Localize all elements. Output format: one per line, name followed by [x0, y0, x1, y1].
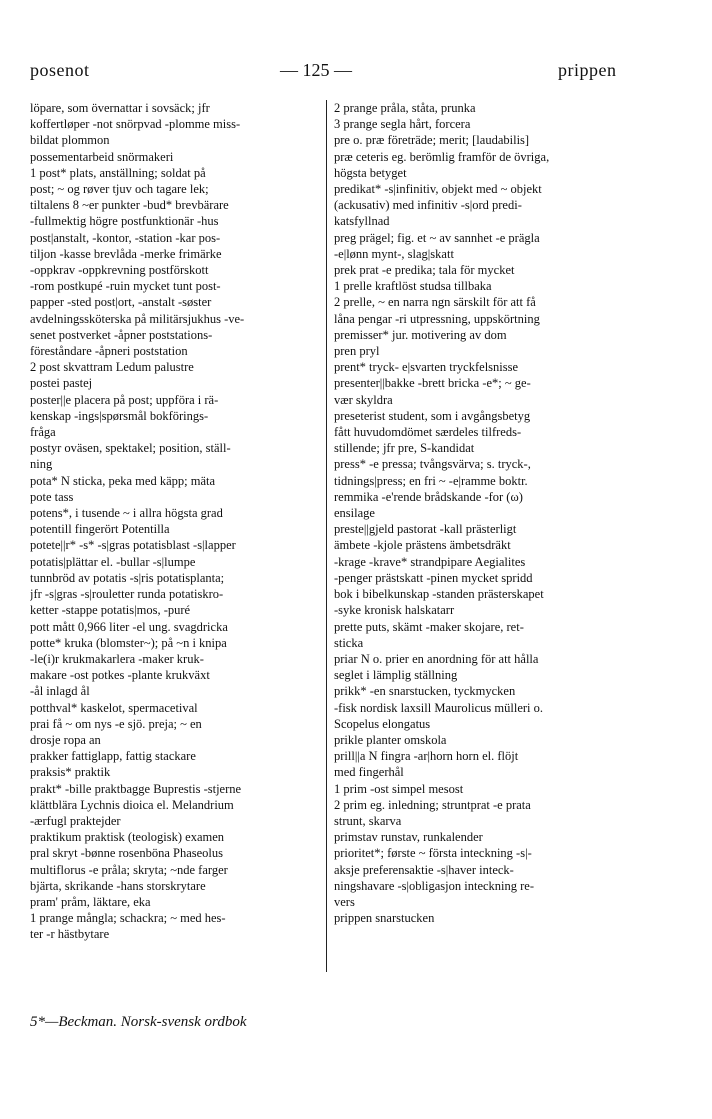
- dictionary-line: -le(i)r krukmakarlera -maker kruk-: [30, 651, 204, 666]
- dictionary-line: Scopelus elongatus: [334, 716, 431, 731]
- dictionary-line: pre o. præ företräde; merit; [laudabilis]: [334, 133, 530, 148]
- dictionary-line: prek prat -e predika; tala för mycket: [334, 263, 515, 278]
- dictionary-line: preste||gjeld pastorat -kall prästerligt: [334, 522, 517, 537]
- dictionary-line: tiltalens 8 ~er punkter -bud* brevbärare: [30, 198, 229, 213]
- dictionary-line: ensilage: [334, 506, 375, 521]
- dictionary-line: presenter||bakke -brett bricka -e*; ~ ge-: [334, 376, 531, 391]
- dictionary-line: kenskap -ings|spørsmål bokförings-: [30, 408, 209, 423]
- dictionary-line: 1 post* plats, anställning; soldat på: [30, 165, 206, 180]
- left-column: [30, 100, 318, 943]
- dictionary-line: sticka: [334, 635, 364, 650]
- dictionary-line: premisser* jur. motivering av dom: [334, 327, 507, 342]
- dictionary-line: -krage -krave* strandpipare Aegialites: [334, 554, 526, 569]
- dictionary-line: prill||a N fingra -ar|horn horn el. flöjt: [334, 749, 519, 764]
- dictionary-line: potete||r* -s* -s|gras potatisblast -s|lapper: [30, 538, 236, 553]
- dictionary-line: præ ceteris eg. berömlig framför de övriga,: [334, 149, 550, 164]
- dictionary-line: prikle planter omskola: [334, 732, 447, 747]
- dictionary-line: med fingerhål: [334, 765, 404, 780]
- column-divider: [326, 100, 327, 972]
- dictionary-line: pote tass: [30, 489, 74, 504]
- header-guide-word-left: posenot: [30, 60, 90, 80]
- dictionary-line: klättblära Lychnis dioica el. Melandrium: [30, 797, 234, 812]
- dictionary-line: fråga: [30, 425, 56, 440]
- dictionary-line: löpare, som övernattar i sovsäck; jfr: [30, 101, 210, 115]
- dictionary-line: ter -r hästbytare: [30, 927, 110, 942]
- dictionary-line: post; ~ og røver tjuv och tagare lek;: [30, 182, 209, 197]
- dictionary-line: prakker fattiglapp, fattig stackare: [30, 749, 196, 764]
- dictionary-line: tunnbröd av potatis -s|ris potatisplanta;: [30, 570, 225, 585]
- dictionary-line: predikat* -s|infinitiv, objekt med ~ objekt: [334, 182, 542, 197]
- dictionary-line: högsta betyget: [334, 165, 407, 180]
- dictionary-line: pota* N sticka, peka med käpp; mäta: [30, 473, 216, 488]
- dictionary-line: tidnings|press; en fri ~ -e|ramme boktr.: [334, 473, 528, 488]
- dictionary-line: potte* kruka (blomster~); på ~n i knipa: [30, 635, 227, 650]
- dictionary-line: prioritet*; første ~ första inteckning -s|-: [334, 846, 532, 861]
- page-number: — 125 —: [280, 60, 352, 80]
- dictionary-line: fått huvudomdömet særdeles tilfreds-: [334, 425, 522, 440]
- dictionary-line: pott mått 0,966 liter -el ung. svagdricka: [30, 619, 228, 634]
- dictionary-line: -rom postkupé -ruin mycket tunt post-: [30, 279, 221, 294]
- dictionary-line: potthval* kaskelot, spermacetival: [30, 700, 198, 715]
- dictionary-line: -fullmektig högre postfunktionär -hus: [30, 214, 219, 229]
- dictionary-line: (ackusativ) med infinitiv -s|ord predi-: [334, 198, 522, 213]
- dictionary-line: possementarbeid snörmakeri: [30, 149, 174, 164]
- dictionary-line: drosje ropa an: [30, 732, 101, 747]
- dictionary-line: bildat plommon: [30, 133, 110, 148]
- dictionary-line: -e|lønn mynt-, slag|skatt: [334, 246, 454, 261]
- dictionary-line: föreståndare -åpneri poststation: [30, 344, 188, 359]
- dictionary-line: 2 prelle, ~ en narra ngn särskilt för att få: [334, 295, 536, 310]
- dictionary-line: -fisk nordisk laxsill Maurolicus mülleri o.: [334, 700, 544, 715]
- dictionary-line: 1 prelle kraftlöst studsa tillbaka: [334, 279, 492, 294]
- dictionary-line: potatis|plättar el. -bullar -s|lumpe: [30, 554, 196, 569]
- right-column: [334, 100, 646, 926]
- dictionary-line: 1 prange mångla; schackra; ~ med hes-: [30, 911, 226, 926]
- dictionary-line: prai få ~ om nys -e sjö. preja; ~ en: [30, 716, 202, 731]
- dictionary-line: 2 post skvattram Ledum palustre: [30, 360, 194, 375]
- dictionary-line: vær skyldra: [334, 392, 393, 407]
- dictionary-line: prent* tryck- e|svarten tryckfelsnisse: [334, 360, 519, 375]
- dictionary-line: potens*, i tusende ~ i allra högsta grad: [30, 506, 223, 521]
- dictionary-line: poster||e placera på post; uppföra i rä-: [30, 392, 219, 407]
- dictionary-line: avdelningssköterska på militärsjukhus -ve-: [30, 311, 245, 326]
- dictionary-line: ning: [30, 457, 53, 472]
- dictionary-line: priar N o. prier en anordning för att hålla: [334, 651, 539, 666]
- dictionary-line: postei pastej: [30, 376, 93, 391]
- dictionary-line: makare -ost potkes -plante krukväxt: [30, 668, 210, 683]
- dictionary-line: senet postverket -åpner poststations-: [30, 327, 213, 342]
- dictionary-line: -ål inlagd ål: [30, 684, 90, 699]
- dictionary-line: prikk* -en snarstucken, tyckmycken: [334, 684, 516, 699]
- dictionary-line: aksje preferensaktie -s|haver inteck-: [334, 862, 514, 877]
- dictionary-line: låna pengar -ri utpressning, uppskörtning: [334, 311, 540, 326]
- dictionary-line: pral skryt -bønne rosenböna Phaseolus: [30, 846, 224, 861]
- dictionary-line: -syke kronisk halskatarr: [334, 603, 455, 618]
- dictionary-line: press* -e pressa; tvångsvärva; s. tryck-,: [334, 457, 531, 472]
- dictionary-line: koffertløper -not snörpvad -plomme miss-: [30, 117, 241, 132]
- dictionary-line: prippen snarstucken: [334, 911, 435, 926]
- dictionary-line: 2 prange pråla, ståta, prunka: [334, 101, 476, 115]
- dictionary-line: jfr -s|gras -s|rouletter runda potatiskro-: [30, 587, 224, 602]
- dictionary-line: tiljon -kasse brevlåda -merke frimärke: [30, 246, 222, 261]
- dictionary-line: seglet i lämplig ställning: [334, 668, 458, 683]
- dictionary-line: katsfyllnad: [334, 214, 390, 229]
- dictionary-line: preg prägel; fig. et ~ av sannhet -e prägla: [334, 230, 540, 245]
- dictionary-line: strunt, skarva: [334, 813, 402, 828]
- dictionary-line: bok i bibelkunskap -standen prästerskapet: [334, 587, 544, 602]
- dictionary-line: praktikum praktisk (teologisk) examen: [30, 830, 225, 845]
- dictionary-line: primstav runstav, runkalender: [334, 830, 483, 845]
- dictionary-line: bjärta, skrikande -hans storskrytare: [30, 878, 206, 893]
- dictionary-line: vers: [334, 894, 355, 909]
- dictionary-line: prette puts, skämt -maker skojare, ret-: [334, 619, 524, 634]
- dictionary-line: pren pryl: [334, 344, 380, 359]
- dictionary-line: 2 prim eg. inledning; struntprat -e prata: [334, 797, 531, 812]
- dictionary-line: 1 prim -ost simpel mesost: [334, 781, 464, 796]
- dictionary-line: potentill fingerört Potentilla: [30, 522, 170, 537]
- dictionary-line: papper -sted post|ort, -anstalt -søster: [30, 295, 212, 310]
- dictionary-line: post|anstalt, -kontor, -station -kar pos-: [30, 230, 221, 245]
- dictionary-line: praksis* praktik: [30, 765, 111, 780]
- dictionary-line: ämbete -kjole prästens ämbetsdräkt: [334, 538, 511, 553]
- dictionary-line: stillende; jfr pre, S-kandidat: [334, 441, 475, 456]
- dictionary-line: multiflorus -e pråla; skryta; ~nde farger: [30, 862, 228, 877]
- footer-signature: 5*—Beckman. Norsk-svensk ordbok: [30, 1014, 247, 1030]
- dictionary-line: preseterist student, som i avgångsbetyg: [334, 408, 531, 423]
- dictionary-line: 3 prange segla hårt, forcera: [334, 117, 471, 132]
- dictionary-line: ningshavare -s|obligasjon inteckning re-: [334, 878, 535, 893]
- dictionary-line: -ærfugl praktejder: [30, 813, 121, 828]
- dictionary-line: pram' pråm, läktare, eka: [30, 894, 151, 909]
- dictionary-line: ketter -stappe potatis|mos, -puré: [30, 603, 191, 618]
- dictionary-line: prakt* -bille praktbagge Buprestis -stjerne: [30, 781, 242, 796]
- dictionary-line: remmika -e'rende brådskande -for (ω): [334, 489, 523, 504]
- dictionary-line: -oppkrav -oppkrevning postförskott: [30, 263, 209, 278]
- dictionary-line: -penger prästskatt -pinen mycket spridd: [334, 570, 533, 585]
- header-guide-word-right: prippen: [558, 60, 617, 80]
- dictionary-line: postyr oväsen, spektakel; position, ställ-: [30, 441, 231, 456]
